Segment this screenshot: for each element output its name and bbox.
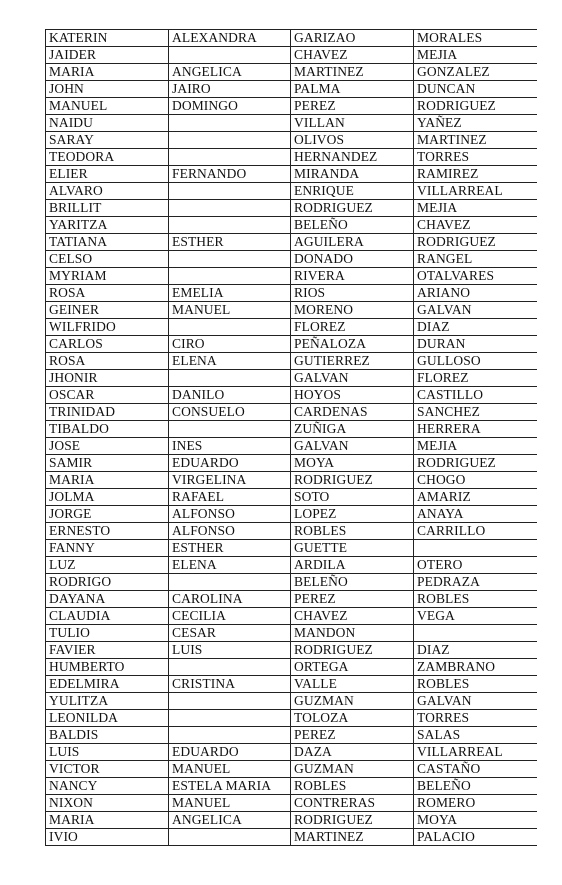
second-name-cell: MANUEL xyxy=(169,302,291,319)
second-surname-cell: RODRIGUEZ xyxy=(414,234,537,251)
second-name-cell xyxy=(169,268,291,285)
first-surname-cell: HERNANDEZ xyxy=(291,149,414,166)
table-row xyxy=(46,557,537,574)
first-name-cell: NANCY xyxy=(46,778,169,795)
second-name-cell: INES xyxy=(169,438,291,455)
first-surname-cell: GALVAN xyxy=(291,370,414,387)
first-name-cell: YARITZA xyxy=(46,217,169,234)
first-name-cell: MANUEL xyxy=(46,98,169,115)
first-surname-cell: ZUÑIGA xyxy=(291,421,414,438)
table-row xyxy=(46,693,537,710)
second-surname-cell: DUNCAN xyxy=(414,81,537,98)
table-row xyxy=(46,302,537,319)
second-name-cell: ESTHER xyxy=(169,234,291,251)
table-row xyxy=(46,489,537,506)
first-name-cell: MARIA xyxy=(46,812,169,829)
first-surname-cell: RIOS xyxy=(291,285,414,302)
first-name-cell: CARLOS xyxy=(46,336,169,353)
table-row xyxy=(46,47,537,64)
first-surname-cell: LOPEZ xyxy=(291,506,414,523)
second-surname-cell: GULLOSO xyxy=(414,353,537,370)
table-row xyxy=(46,217,537,234)
first-surname-cell: MANDON xyxy=(291,625,414,642)
first-surname-cell: GUZMAN xyxy=(291,761,414,778)
first-surname-cell: PEÑALOZA xyxy=(291,336,414,353)
table-row xyxy=(46,676,537,693)
second-name-cell: RAFAEL xyxy=(169,489,291,506)
first-surname-cell: ROBLES xyxy=(291,523,414,540)
second-name-cell xyxy=(169,217,291,234)
first-surname-cell: CONTRERAS xyxy=(291,795,414,812)
first-name-cell: FAVIER xyxy=(46,642,169,659)
first-name-cell: KATERIN xyxy=(46,30,169,47)
first-name-cell: NIXON xyxy=(46,795,169,812)
second-name-cell: CAROLINA xyxy=(169,591,291,608)
second-surname-cell: MORALES xyxy=(414,30,537,47)
first-name-cell: OSCAR xyxy=(46,387,169,404)
second-name-cell: ESTELA MARIA xyxy=(169,778,291,795)
table-row xyxy=(46,591,537,608)
table-row xyxy=(46,64,537,81)
table-row xyxy=(46,30,537,47)
first-surname-cell: OLIVOS xyxy=(291,132,414,149)
second-name-cell: ALFONSO xyxy=(169,506,291,523)
table-row xyxy=(46,778,537,795)
first-surname-cell: RODRIGUEZ xyxy=(291,200,414,217)
first-name-cell: RODRIGO xyxy=(46,574,169,591)
first-name-cell: ALVARO xyxy=(46,183,169,200)
table-row xyxy=(46,115,537,132)
table-row xyxy=(46,727,537,744)
first-name-cell: ROSA xyxy=(46,353,169,370)
first-surname-cell: SOTO xyxy=(291,489,414,506)
first-name-cell: JOHN xyxy=(46,81,169,98)
first-name-cell: VICTOR xyxy=(46,761,169,778)
second-name-cell xyxy=(169,574,291,591)
first-name-cell: LEONILDA xyxy=(46,710,169,727)
second-surname-cell: GALVAN xyxy=(414,302,537,319)
first-name-cell: IVIO xyxy=(46,829,169,846)
second-name-cell xyxy=(169,829,291,846)
first-name-cell: SAMIR xyxy=(46,455,169,472)
first-surname-cell: DAZA xyxy=(291,744,414,761)
second-name-cell xyxy=(169,251,291,268)
second-surname-cell: GALVAN xyxy=(414,693,537,710)
second-name-cell: ESTHER xyxy=(169,540,291,557)
first-surname-cell: BELEÑO xyxy=(291,574,414,591)
first-surname-cell: CHAVEZ xyxy=(291,47,414,64)
second-surname-cell: PALACIO xyxy=(414,829,537,846)
second-surname-cell: OTALVARES xyxy=(414,268,537,285)
first-name-cell: TATIANA xyxy=(46,234,169,251)
first-surname-cell: MOYA xyxy=(291,455,414,472)
first-name-cell: TEODORA xyxy=(46,149,169,166)
second-name-cell: CECILIA xyxy=(169,608,291,625)
second-surname-cell xyxy=(414,540,537,557)
first-name-cell: TIBALDO xyxy=(46,421,169,438)
first-surname-cell: MARTINEZ xyxy=(291,64,414,81)
second-surname-cell: TORRES xyxy=(414,710,537,727)
first-surname-cell: PEREZ xyxy=(291,591,414,608)
first-name-cell: MARIA xyxy=(46,64,169,81)
first-surname-cell: RIVERA xyxy=(291,268,414,285)
second-surname-cell: MOYA xyxy=(414,812,537,829)
second-surname-cell: CHOGO xyxy=(414,472,537,489)
first-surname-cell: VILLAN xyxy=(291,115,414,132)
second-surname-cell: TORRES xyxy=(414,149,537,166)
table-row xyxy=(46,183,537,200)
table-row xyxy=(46,795,537,812)
second-surname-cell: RAMIREZ xyxy=(414,166,537,183)
second-name-cell xyxy=(169,115,291,132)
second-surname-cell: MEJIA xyxy=(414,47,537,64)
table-row xyxy=(46,710,537,727)
first-surname-cell: HOYOS xyxy=(291,387,414,404)
second-surname-cell: FLOREZ xyxy=(414,370,537,387)
first-surname-cell: FLOREZ xyxy=(291,319,414,336)
first-surname-cell: DONADO xyxy=(291,251,414,268)
first-surname-cell: BELEÑO xyxy=(291,217,414,234)
table-row xyxy=(46,472,537,489)
second-surname-cell: BELEÑO xyxy=(414,778,537,795)
second-name-cell xyxy=(169,659,291,676)
second-name-cell: EDUARDO xyxy=(169,744,291,761)
first-surname-cell: CHAVEZ xyxy=(291,608,414,625)
first-name-cell: JAIDER xyxy=(46,47,169,64)
first-surname-cell: MIRANDA xyxy=(291,166,414,183)
names-table-body xyxy=(46,30,537,846)
first-surname-cell: GUETTE xyxy=(291,540,414,557)
table-row xyxy=(46,761,537,778)
first-surname-cell: RODRIGUEZ xyxy=(291,472,414,489)
second-name-cell xyxy=(169,149,291,166)
first-name-cell: TRINIDAD xyxy=(46,404,169,421)
first-name-cell: JHONIR xyxy=(46,370,169,387)
table-row xyxy=(46,744,537,761)
first-name-cell: LUIS xyxy=(46,744,169,761)
first-surname-cell: PEREZ xyxy=(291,727,414,744)
first-surname-cell: RODRIGUEZ xyxy=(291,812,414,829)
table-row xyxy=(46,336,537,353)
second-name-cell xyxy=(169,710,291,727)
first-name-cell: JORGE xyxy=(46,506,169,523)
second-name-cell xyxy=(169,200,291,217)
table-row xyxy=(46,540,537,557)
table-row xyxy=(46,98,537,115)
second-surname-cell: RANGEL xyxy=(414,251,537,268)
second-surname-cell: MEJIA xyxy=(414,438,537,455)
table-row xyxy=(46,234,537,251)
first-surname-cell: CARDENAS xyxy=(291,404,414,421)
second-surname-cell: ARIANO xyxy=(414,285,537,302)
second-surname-cell: AMARIZ xyxy=(414,489,537,506)
second-surname-cell: ZAMBRANO xyxy=(414,659,537,676)
table-row xyxy=(46,829,537,846)
second-surname-cell: MEJIA xyxy=(414,200,537,217)
second-name-cell: MANUEL xyxy=(169,761,291,778)
second-name-cell: ANGELICA xyxy=(169,812,291,829)
second-surname-cell: YAÑEZ xyxy=(414,115,537,132)
second-surname-cell: ROBLES xyxy=(414,676,537,693)
table-row xyxy=(46,404,537,421)
first-name-cell: MARIA xyxy=(46,472,169,489)
first-name-cell: ROSA xyxy=(46,285,169,302)
first-surname-cell: GUTIERREZ xyxy=(291,353,414,370)
table-row xyxy=(46,455,537,472)
first-surname-cell: GARIZAO xyxy=(291,30,414,47)
second-name-cell: MANUEL xyxy=(169,795,291,812)
second-surname-cell: HERRERA xyxy=(414,421,537,438)
first-name-cell: BALDIS xyxy=(46,727,169,744)
second-surname-cell: GONZALEZ xyxy=(414,64,537,81)
table-row xyxy=(46,166,537,183)
first-surname-cell: VALLE xyxy=(291,676,414,693)
second-surname-cell: PEDRAZA xyxy=(414,574,537,591)
first-name-cell: NAIDU xyxy=(46,115,169,132)
table-row xyxy=(46,387,537,404)
second-name-cell: CONSUELO xyxy=(169,404,291,421)
table-row xyxy=(46,319,537,336)
second-name-cell: DOMINGO xyxy=(169,98,291,115)
second-name-cell: CESAR xyxy=(169,625,291,642)
second-name-cell: VIRGELINA xyxy=(169,472,291,489)
second-surname-cell: CHAVEZ xyxy=(414,217,537,234)
first-name-cell: GEINER xyxy=(46,302,169,319)
first-name-cell: SARAY xyxy=(46,132,169,149)
first-name-cell: ERNESTO xyxy=(46,523,169,540)
second-surname-cell: RODRIGUEZ xyxy=(414,98,537,115)
second-name-cell xyxy=(169,370,291,387)
second-name-cell: CIRO xyxy=(169,336,291,353)
first-surname-cell: GALVAN xyxy=(291,438,414,455)
table-row xyxy=(46,353,537,370)
second-name-cell xyxy=(169,183,291,200)
second-name-cell xyxy=(169,47,291,64)
first-name-cell: DAYANA xyxy=(46,591,169,608)
table-row xyxy=(46,642,537,659)
first-name-cell: HUMBERTO xyxy=(46,659,169,676)
first-surname-cell: GUZMAN xyxy=(291,693,414,710)
first-surname-cell: ARDILA xyxy=(291,557,414,574)
first-surname-cell: ORTEGA xyxy=(291,659,414,676)
second-name-cell xyxy=(169,727,291,744)
second-name-cell: ALEXANDRA xyxy=(169,30,291,47)
second-name-cell: LUIS xyxy=(169,642,291,659)
second-name-cell xyxy=(169,132,291,149)
second-surname-cell: ROMERO xyxy=(414,795,537,812)
second-surname-cell: SANCHEZ xyxy=(414,404,537,421)
second-name-cell: EMELIA xyxy=(169,285,291,302)
second-name-cell: FERNANDO xyxy=(169,166,291,183)
second-name-cell xyxy=(169,693,291,710)
first-name-cell: TULIO xyxy=(46,625,169,642)
first-name-cell: WILFRIDO xyxy=(46,319,169,336)
second-surname-cell: DURAN xyxy=(414,336,537,353)
second-surname-cell: DIAZ xyxy=(414,319,537,336)
second-surname-cell: CASTAÑO xyxy=(414,761,537,778)
first-name-cell: BRILLIT xyxy=(46,200,169,217)
second-name-cell: ELENA xyxy=(169,353,291,370)
first-name-cell: JOLMA xyxy=(46,489,169,506)
first-name-cell: LUZ xyxy=(46,557,169,574)
first-surname-cell: ROBLES xyxy=(291,778,414,795)
second-surname-cell: CASTILLO xyxy=(414,387,537,404)
table-row xyxy=(46,268,537,285)
table-row xyxy=(46,608,537,625)
first-name-cell: YULITZA xyxy=(46,693,169,710)
second-name-cell: ELENA xyxy=(169,557,291,574)
first-surname-cell: ENRIQUE xyxy=(291,183,414,200)
second-surname-cell: SALAS xyxy=(414,727,537,744)
first-name-cell: CLAUDIA xyxy=(46,608,169,625)
second-name-cell: DANILO xyxy=(169,387,291,404)
table-row xyxy=(46,812,537,829)
second-name-cell xyxy=(169,319,291,336)
second-surname-cell: VILLARREAL xyxy=(414,744,537,761)
second-name-cell: EDUARDO xyxy=(169,455,291,472)
second-surname-cell: ANAYA xyxy=(414,506,537,523)
second-name-cell xyxy=(169,421,291,438)
second-name-cell: ANGELICA xyxy=(169,64,291,81)
table-row xyxy=(46,81,537,98)
first-name-cell: EDELMIRA xyxy=(46,676,169,693)
second-surname-cell: OTERO xyxy=(414,557,537,574)
first-surname-cell: AGUILERA xyxy=(291,234,414,251)
second-surname-cell xyxy=(414,625,537,642)
first-surname-cell: TOLOZA xyxy=(291,710,414,727)
first-surname-cell: RODRIGUEZ xyxy=(291,642,414,659)
second-name-cell: CRISTINA xyxy=(169,676,291,693)
table-row xyxy=(46,200,537,217)
second-name-cell: JAIRO xyxy=(169,81,291,98)
second-surname-cell: ROBLES xyxy=(414,591,537,608)
names-table xyxy=(45,29,537,846)
table-row xyxy=(46,149,537,166)
table-row xyxy=(46,506,537,523)
first-name-cell: JOSE xyxy=(46,438,169,455)
table-row xyxy=(46,659,537,676)
table-row xyxy=(46,251,537,268)
second-surname-cell: DIAZ xyxy=(414,642,537,659)
table-row xyxy=(46,421,537,438)
table-row xyxy=(46,438,537,455)
first-name-cell: ELIER xyxy=(46,166,169,183)
name-list-sheet xyxy=(45,29,536,846)
table-row xyxy=(46,523,537,540)
second-surname-cell: RODRIGUEZ xyxy=(414,455,537,472)
table-row xyxy=(46,625,537,642)
first-surname-cell: MARTINEZ xyxy=(291,829,414,846)
first-name-cell: FANNY xyxy=(46,540,169,557)
second-name-cell: ALFONSO xyxy=(169,523,291,540)
second-surname-cell: MARTINEZ xyxy=(414,132,537,149)
table-row xyxy=(46,132,537,149)
table-row xyxy=(46,574,537,591)
first-name-cell: MYRIAM xyxy=(46,268,169,285)
second-surname-cell: CARRILLO xyxy=(414,523,537,540)
second-surname-cell: VEGA xyxy=(414,608,537,625)
first-surname-cell: PEREZ xyxy=(291,98,414,115)
first-surname-cell: PALMA xyxy=(291,81,414,98)
table-row xyxy=(46,370,537,387)
first-name-cell: CELSO xyxy=(46,251,169,268)
first-surname-cell: MORENO xyxy=(291,302,414,319)
table-row xyxy=(46,285,537,302)
second-surname-cell: VILLARREAL xyxy=(414,183,537,200)
